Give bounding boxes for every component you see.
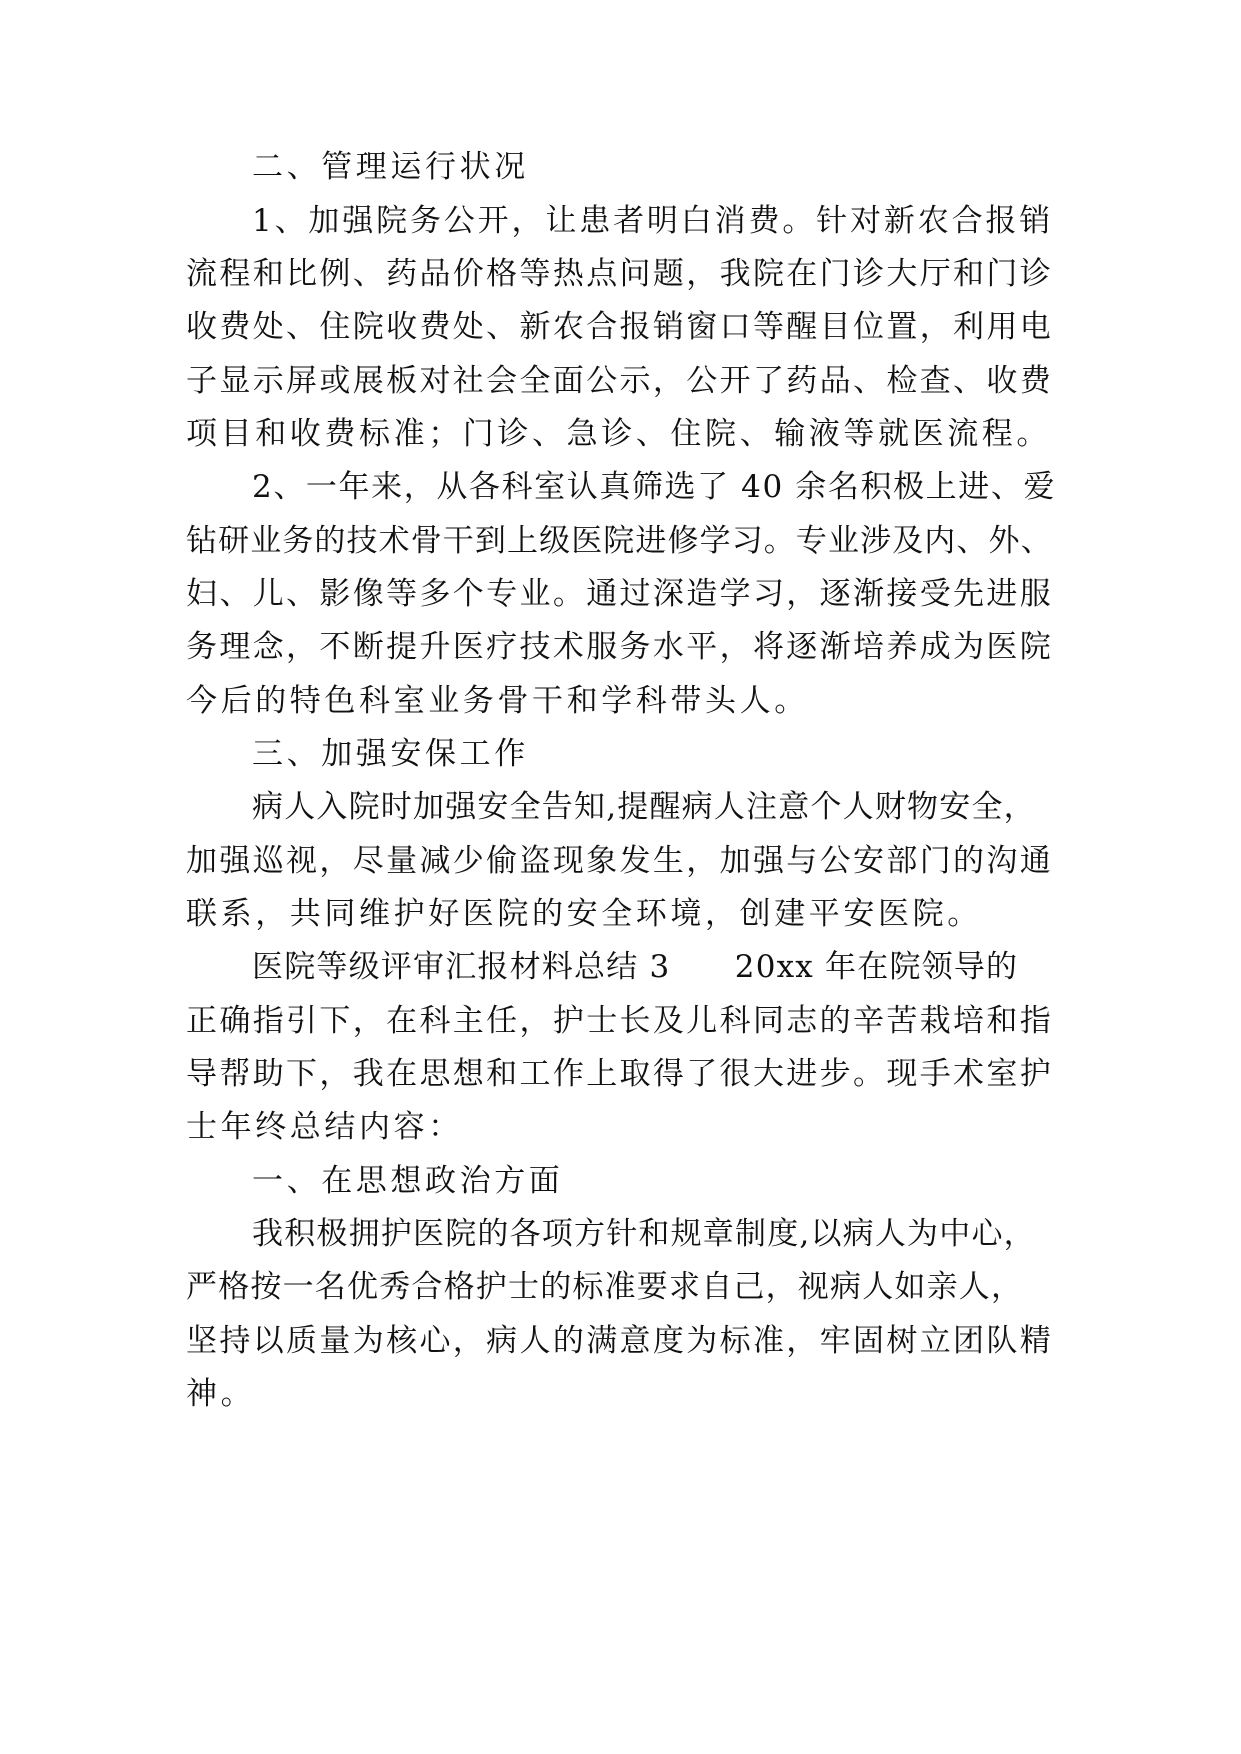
paragraph-line: 联系，共同维护好医院的安全环境，创建平安医院。 (186, 896, 982, 932)
paragraph-line: 我积极拥护医院的各项方针和规章制度,以病人为中心， (252, 1216, 1036, 1252)
paragraph-line: 子显示屏或展板对社会全面公示，公开了药品、检查、收费 (186, 363, 1054, 399)
paragraph-line: 收费处、住院收费处、新农合报销窗口等醒目位置，利用电 (186, 309, 1054, 345)
paragraph-line: 妇、儿、影像等多个专业。通过深造学习，逐渐接受先进服 (186, 576, 1054, 612)
paragraph-line: 务理念，不断提升医疗技术服务水平，将逐渐培养成为医院 (186, 629, 1054, 665)
section-heading-management: 二、管理运行状况 (252, 149, 529, 185)
paragraph-line: 导帮助下，我在思想和工作上取得了很大进步。现手术室护 (186, 1056, 1054, 1092)
paragraph-line: 士年终总结内容： (186, 1109, 463, 1145)
paragraph-line: 流程和比例、药品价格等热点问题，我院在门诊大厅和门诊 (186, 256, 1054, 292)
paragraph-line: 2、一年来，从各科室认真筛选了 40 余名积极上进、爱 (252, 469, 1057, 505)
paragraph-line: 1、加强院务公开，让患者明白消费。针对新农合报销 (252, 203, 1054, 239)
paragraph-line: 正确指引下，在科主任，护士长及儿科同志的辛苦栽培和指 (186, 1003, 1054, 1039)
paragraph-line: 病人入院时加强安全告知,提醒病人注意个人财物安全， (252, 789, 1036, 825)
paragraph-line: 钻研业务的技术骨干到上级医院进修学习。专业涉及内、外、 (186, 523, 1053, 559)
paragraph-line: 加强巡视，尽量减少偷盗现象发生，加强与公安部门的沟通 (186, 843, 1054, 879)
paragraph-line: 坚持以质量为核心，病人的满意度为标准，牢固树立团队精 (186, 1323, 1054, 1359)
section-heading-security: 三、加强安保工作 (252, 736, 529, 772)
paragraph-line: 项目和收费标准；门诊、急诊、住院、输液等就医流程。 (186, 416, 1051, 452)
section-heading-politics: 一、在思想政治方面 (252, 1163, 564, 1199)
paragraph-line: 医院等级评审汇报材料总结 3 20xx 年在院领导的 (252, 949, 1019, 985)
paragraph-line: 神。 (186, 1376, 256, 1412)
paragraph-line: 严格按一名优秀合格护士的标准要求自己，视病人如亲人， (186, 1269, 1024, 1305)
paragraph-line: 今后的特色科室业务骨干和学科带头人。 (186, 683, 809, 719)
